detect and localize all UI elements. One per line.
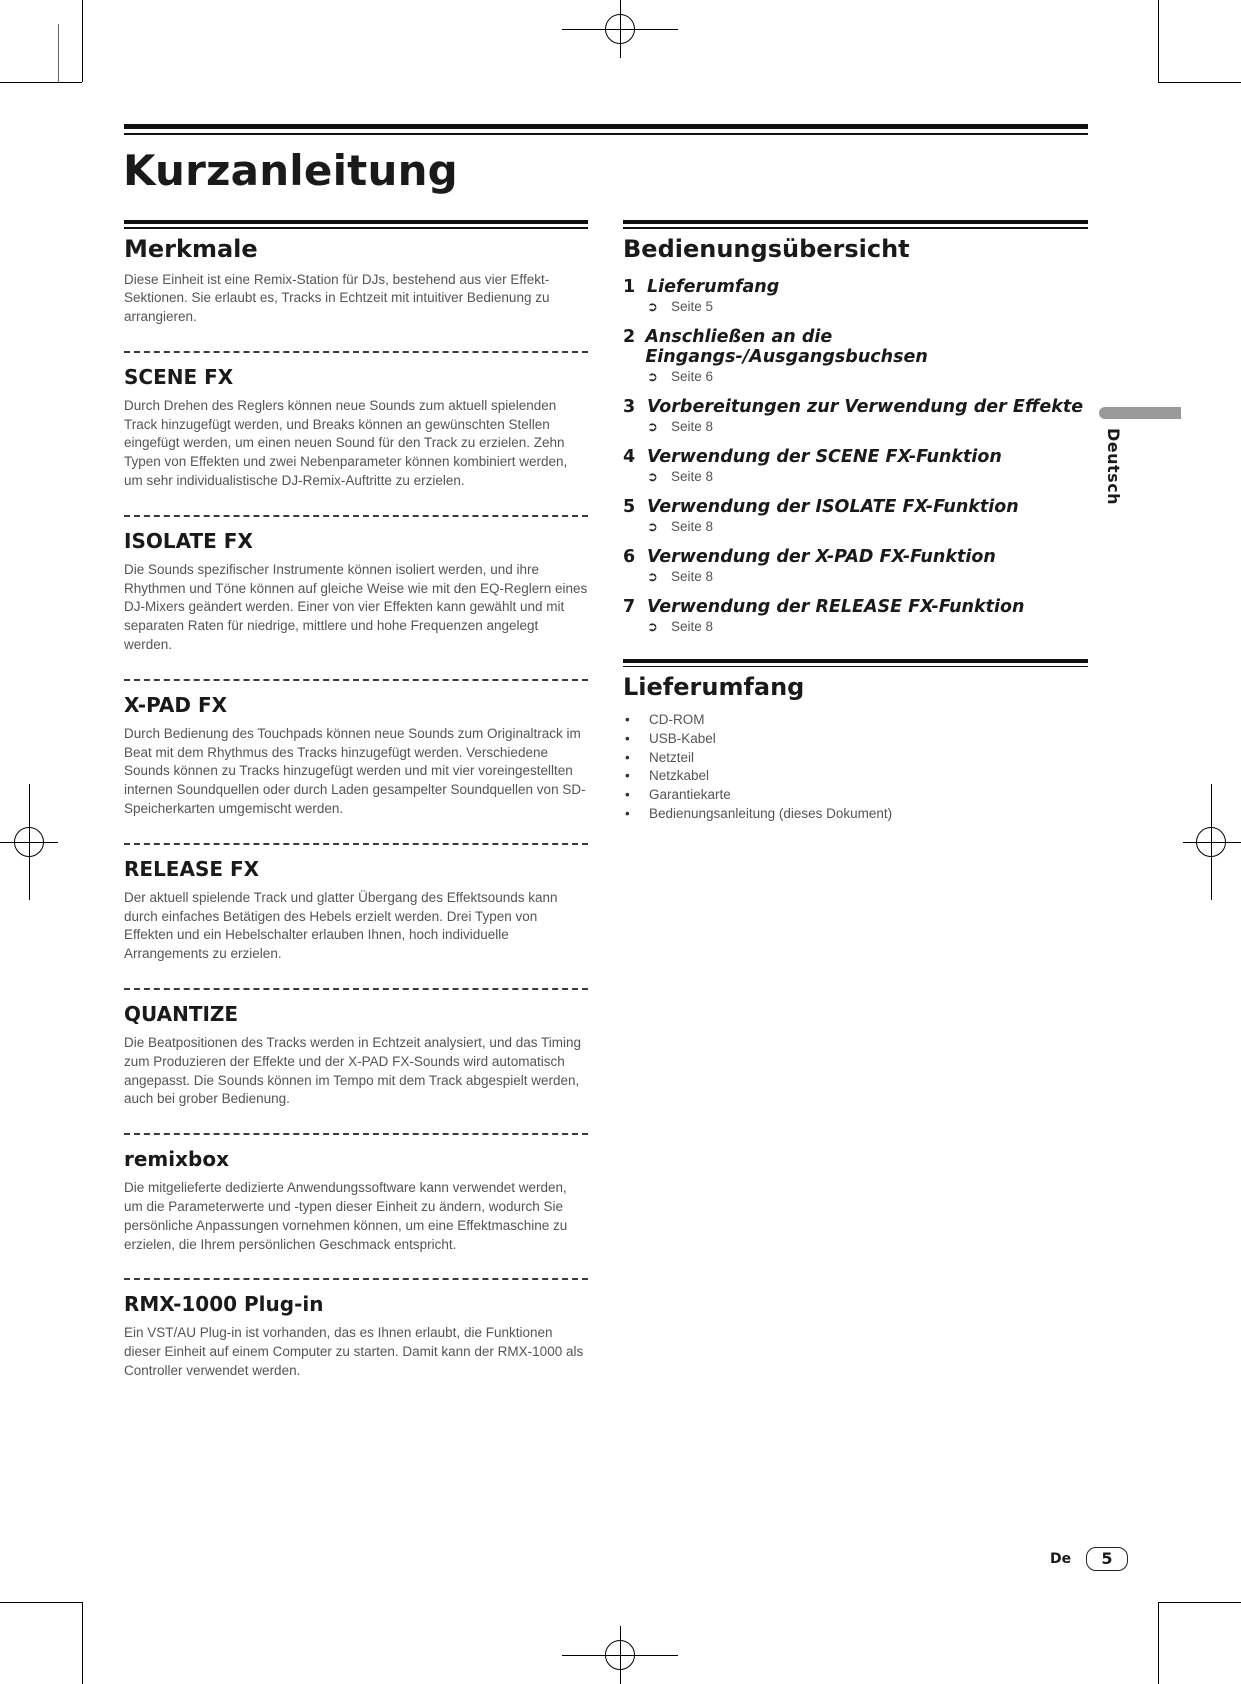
overview-title: Bedienungsübersicht — [623, 234, 910, 263]
bullet-icon: • — [625, 805, 630, 821]
list-item-label: Garantiekarte — [649, 787, 731, 803]
list-item — [623, 711, 1088, 730]
contents-title: Lieferumfang — [623, 673, 805, 701]
feature-text-release-fx: Der aktuell spielende Track und glatter Übergang des Effektsounds kann durch einfaches Betätigen des Hebels erzielt werden. Drei Typen von Effekten und ein Hebelschalter erlauben Ihnen, hoch individuelle Arrangements zu erzielen. — [124, 889, 558, 962]
list-item — [623, 767, 1088, 786]
list-item — [623, 786, 1088, 805]
list-item — [623, 730, 1088, 749]
language-tab-marker — [1099, 407, 1181, 419]
feature-title-x-pad-fx: X-PAD FX — [124, 692, 228, 717]
dashed-divider — [124, 351, 588, 353]
overview-item — [623, 497, 1088, 535]
list-item — [623, 749, 1088, 768]
dashed-divider — [124, 1278, 588, 1280]
overview-item-title: Verwendung der X-PAD FX-Funktion — [647, 546, 996, 567]
page-title: Kurzanleitung — [123, 146, 458, 195]
feature-text-scene-fx: Durch Drehen des Reglers können neue Sounds zum aktuell spielenden Track hinzugefügt werden, und Breaks können an gewünschten Stellen eingefügt werden, um einen neuen Sound für den Track zu erzielen. Zehn Typen von Effekten und zwei Nebenparameter können kombiniert werden, um sehr individualistische DJ-Remix-Auftritte zu erzielen. — [124, 397, 568, 489]
feature-text-remixbox: Die mitgelieferte dedizierte Anwendungssoftware kann verwendet werden, um die Parameterwerte und -typen dieser Einheit zu ändern, wodurch Sie persönliche Anpassungen vornehmen können, um eine Effektmaschine zu erzielen, die Ihrem persönlichen Geschmack entspricht. — [124, 1180, 568, 1252]
bullet-icon: • — [625, 787, 630, 803]
overview-item-number: 6 — [623, 546, 636, 567]
overview-item-title: Verwendung der ISOLATE FX-Funktion — [647, 496, 1019, 517]
overview-column — [623, 220, 1088, 824]
overview-item-number: 4 — [623, 446, 636, 467]
overview-item-title: Anschließen an die Eingangs-/Ausgangsbuchsen — [645, 326, 928, 367]
list-item-label: CD-ROM — [649, 712, 705, 727]
arrow-right-icon: ➲ — [647, 618, 658, 634]
section-rule — [623, 659, 1088, 668]
arrow-right-icon: ➲ — [647, 418, 658, 434]
page-reference-link[interactable]: Seite 8 — [671, 619, 714, 634]
list-item-label: Netzteil — [649, 749, 695, 765]
overview-item-number: 3 — [623, 396, 636, 417]
overview-item-title: Lieferumfang — [647, 276, 780, 297]
page-reference-link[interactable]: Seite 8 — [671, 419, 714, 434]
section-rule — [124, 220, 588, 229]
overview-item-title: Verwendung der SCENE FX-Funktion — [647, 446, 1002, 467]
page-reference-link[interactable]: Seite 5 — [671, 299, 714, 314]
features-column — [124, 220, 588, 1381]
dashed-divider — [124, 988, 588, 990]
overview-item — [623, 277, 1088, 315]
feature-title-quantize: QUANTIZE — [124, 1002, 239, 1027]
dashed-divider — [124, 843, 588, 845]
features-intro: Diese Einheit ist eine Remix-Station für DJs, bestehend aus vier Effekt-Sektionen. Sie erlaubt es, Tracks in Echtzeit mit intuitiver Bedienung zu arrangieren. — [124, 271, 550, 325]
page-reference-link[interactable]: Seite 8 — [671, 519, 714, 534]
footer-language: De — [1050, 1551, 1072, 1567]
overview-item — [623, 447, 1088, 485]
arrow-right-icon: ➲ — [647, 568, 658, 584]
page-reference-link[interactable]: Seite 6 — [671, 369, 714, 384]
contents-list — [623, 711, 1088, 824]
feature-title-remixbox: remixbox — [124, 1147, 229, 1172]
feature-text-rmx-plugin: Ein VST/AU Plug-in ist vorhanden, das es Ihnen erlaubt, die Funktionen dieser Einheit auf einem Computer zu starten. Damit kann der RMX-1000 als Controller verwendet werden. — [124, 1325, 584, 1378]
feature-title-release-fx: RELEASE FX — [124, 856, 260, 881]
feature-title-rmx-plugin: RMX-1000 Plug-in — [124, 1292, 324, 1317]
feature-text-quantize: Die Beatpositionen des Tracks werden in Echtzeit analysiert, und das Timing zum Produzieren der Effekte und der X-PAD FX-Sounds wird automatisch angepasst. Die Sounds können im Tempo mit dem Track abgespielt werden, auch bei grober Bedienung. — [124, 1035, 581, 1107]
overview-item-number: 1 — [623, 276, 636, 297]
title-rule — [124, 124, 1088, 135]
section-rule — [623, 220, 1088, 229]
page-number: 5 — [1086, 1547, 1128, 1571]
overview-item-number: 7 — [623, 596, 636, 617]
list-item-label: USB-Kabel — [649, 730, 716, 746]
overview-item-title: Verwendung der RELEASE FX-Funktion — [647, 596, 1025, 617]
overview-item — [623, 547, 1088, 585]
page-reference-link[interactable]: Seite 8 — [671, 569, 714, 584]
features-title: Merkmale — [124, 234, 258, 263]
overview-item — [623, 597, 1088, 635]
feature-text-x-pad-fx: Durch Bedienung des Touchpads können neue Sounds zum Originaltrack im Beat mit dem Rhythmus des Tracks hinzugefügt werden. Verschiedene Sounds können zu Tracks hinzugefügt werden und mit vier voreingestellten internen Soundquellen oder durch Laden gesampelter Soundquellen von SD-Speicherkarten umgemischt werden. — [124, 725, 586, 817]
list-item-label: Bedienungsanleitung (dieses Dokument) — [649, 805, 893, 821]
dashed-divider — [124, 515, 588, 517]
bullet-icon: • — [625, 730, 630, 746]
overview-item — [623, 327, 1088, 385]
bullet-icon: • — [625, 749, 630, 765]
arrow-right-icon: ➲ — [647, 468, 658, 484]
dashed-divider — [124, 679, 588, 681]
page-reference-link[interactable]: Seite 8 — [671, 469, 714, 484]
dashed-divider — [124, 1133, 588, 1135]
arrow-right-icon: ➲ — [647, 298, 658, 314]
feature-text-isolate-fx: Die Sounds spezifischer Instrumente können isoliert werden, und ihre Rhythmen und Töne können auf gleiche Weise wie mit den EQ-Reglern eines DJ-Mixers geändert werden. Einer von vier Effekten kann gewählt und mit separaten Raten für niedrige, mittlere und hohe Frequenzen angelegt werden. — [124, 561, 588, 653]
arrow-right-icon: ➲ — [647, 368, 658, 384]
bullet-icon: • — [625, 712, 630, 727]
list-item-label: Netzkabel — [649, 768, 710, 784]
overview-item-number: 5 — [623, 496, 636, 517]
overview-item-number: 2 — [623, 326, 636, 347]
language-tab-label: Deutsch — [1104, 428, 1123, 506]
arrow-right-icon: ➲ — [647, 518, 658, 534]
overview-list — [623, 277, 1088, 635]
bullet-icon: • — [625, 768, 630, 784]
overview-item-title: Vorbereitungen zur Verwendung der Effekte — [647, 396, 1084, 417]
feature-title-scene-fx: SCENE FX — [124, 364, 234, 389]
overview-item — [623, 397, 1088, 435]
feature-title-isolate-fx: ISOLATE FX — [124, 528, 253, 553]
list-item — [623, 805, 1088, 824]
